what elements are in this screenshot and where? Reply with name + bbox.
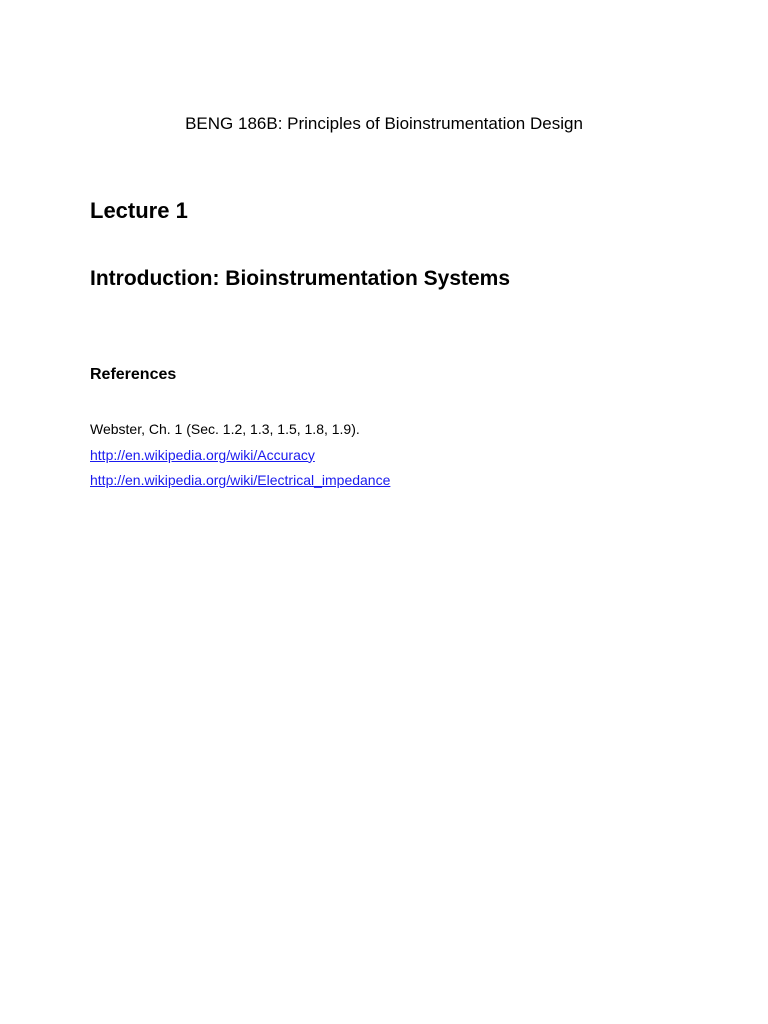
reference-textbook: Webster, Ch. 1 (Sec. 1.2, 1.3, 1.5, 1.8, 1.9). — [90, 421, 360, 437]
references-heading: References — [90, 366, 177, 383]
lecture-number: Lecture 1 — [90, 198, 188, 223]
reference-link-accuracy[interactable]: http://en.wikipedia.org/wiki/Accuracy — [90, 446, 315, 463]
lecture-title: Introduction: Bioinstrumentation Systems — [90, 267, 511, 290]
course-header: BENG 186B: Principles of Bioinstrumentation Design — [185, 114, 583, 133]
reference-link-electrical-impedance[interactable]: http://en.wikipedia.org/wiki/Electrical_impedance — [90, 472, 391, 488]
references-list — [90, 417, 710, 494]
